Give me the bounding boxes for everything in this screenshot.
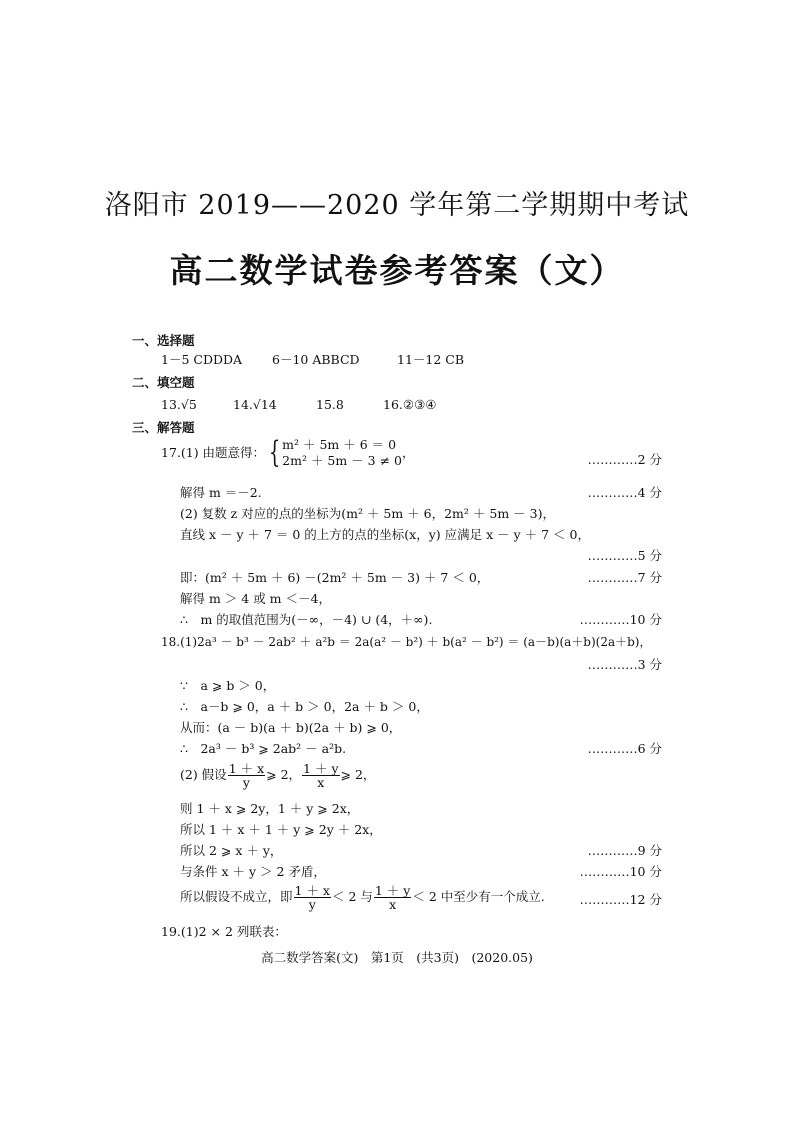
q18-conclusion-line — [180, 884, 545, 911]
q17-points-4: …………4 分 — [587, 485, 662, 500]
q17-line-2: 解得 m ＝－2. — [180, 485, 262, 500]
q17-system-line — [161, 437, 415, 470]
q18-line-3: ∴ a－b ⩾ 0，a ＋ b ＞ 0，2a ＋ b ＞ 0， — [180, 699, 429, 714]
brace-symbol: { — [268, 435, 281, 471]
q18-points-3: …………3 分 — [587, 657, 662, 672]
q18-line-4: 从而：(a － b)(a ＋ b)(2a ＋ b) ⩾ 0， — [180, 720, 402, 735]
fraction-numerator: 1 ＋ x — [228, 761, 265, 776]
section-heading-solve: 三、解答题 — [132, 420, 195, 435]
q18-assumption-prefix: (2) 假设 — [180, 767, 227, 783]
section-heading-fill: 二、填空题 — [132, 375, 195, 390]
fraction-denominator: y — [308, 897, 316, 913]
q17-line-7: ∴ m 的取值范围为(－∞，－4) ∪ (4，＋∞). — [180, 612, 433, 627]
q18-line-1: 18.(1)2a³ － b³ － 2ab² ＋ a²b ＝ 2a(a² － b²) ＋ b(a² － b²) ＝ (a－b)(a＋b)(2a＋b)， — [161, 635, 652, 649]
q18-points-12: …………12 分 — [579, 892, 662, 907]
q17-points-7: …………7 分 — [587, 570, 662, 585]
fraction-1-plus-x-over-y — [228, 762, 265, 789]
q17-points-2: …………2 分 — [587, 452, 662, 467]
q18-line-10: 与条件 x ＋ y ＞ 2 矛盾， — [180, 864, 326, 879]
answer-key-title: 高二数学试卷参考答案（文） — [169, 251, 625, 290]
q18-assumption-end: ⩾ 2， — [340, 767, 376, 783]
q17-line-3: (2) 复数 z 对应的点的坐标为(m² ＋ 5m ＋ 6，2m² ＋ 5m － 3)， — [180, 506, 555, 521]
fraction-denominator: x — [317, 775, 325, 791]
fraction-1-plus-y-over-x — [374, 884, 411, 911]
q18-line-5: ∴ 2a³ － b³ ⩾ 2ab² － a²b. — [180, 741, 347, 756]
q17-points-10: …………10 分 — [579, 612, 662, 627]
page-footer: 高二数学答案(文) 第1页 (共3页) (2020.05) — [261, 950, 533, 965]
fraction-denominator: x — [389, 897, 397, 913]
q17-line-6: 解得 m ＞ 4 或 m ＜－4， — [180, 591, 331, 606]
q17-line-4: 直线 x － y ＋ 7 ＝ 0 的上方的点的坐标(x，y) 应满足 x － y ＋ 7 ＜ 0， — [180, 527, 590, 542]
q18-line-9: 所以 2 ⩾ x ＋ y， — [180, 843, 283, 858]
q18-assumption-mid: ⩾ 2， — [266, 767, 302, 783]
section-heading-choice: 一、选择题 — [132, 333, 195, 348]
fraction-numerator: 1 ＋ y — [374, 883, 411, 898]
q18-points-6: …………6 分 — [587, 741, 662, 756]
q17-line-5: 即：(m² ＋ 5m ＋ 6) －(2m² ＋ 5m － 3) ＋ 7 ＜ 0， — [180, 570, 490, 585]
fraction-1-plus-y-over-x — [302, 762, 339, 789]
q18-conclusion-prefix: 所以假设不成立，即 — [180, 889, 293, 905]
q17-equation-system — [282, 437, 402, 470]
q17-prefix: 17.(1) 由题意得： — [161, 444, 266, 460]
fill-answer-15: 15.8 — [316, 397, 344, 412]
choice-answers-1: 1－5 CDDDA — [161, 352, 243, 367]
exam-title: 洛阳市 2019——2020 学年第二学期期中考试 — [104, 190, 690, 221]
q17-equation-2: 2m² ＋ 5m － 3 ≠ 0 — [282, 453, 402, 469]
q19-line-1: 19.(1)2 × 2 列联表： — [161, 924, 287, 939]
fill-answer-13: 13.√5 — [161, 397, 197, 412]
q18-points-9: …………9 分 — [587, 843, 662, 858]
q18-points-10: …………10 分 — [579, 864, 662, 879]
q17-points-5: …………5 分 — [587, 548, 662, 563]
q18-line-7: 则 1 ＋ x ⩾ 2y，1 ＋ y ⩾ 2x， — [180, 801, 360, 816]
q18-conclusion-end: ＜ 2 中至少有一个成立. — [412, 889, 545, 905]
q18-conclusion-mid: ＜ 2 与 — [331, 889, 373, 905]
fill-answer-16: 16.②③④ — [383, 397, 437, 412]
choice-answers-2: 6－10 ABBCD — [272, 352, 360, 367]
choice-answers-3: 11－12 CB — [397, 352, 465, 367]
q18-line-2: ∵ a ⩾ b ＞ 0， — [180, 678, 276, 693]
q17-system-end: ， — [402, 444, 415, 460]
q18-assumption-line — [180, 762, 375, 789]
q17-equation-1: m² ＋ 5m ＋ 6 ＝ 0 — [282, 437, 397, 452]
fraction-denominator: y — [242, 775, 250, 791]
q18-line-8: 所以 1 ＋ x ＋ 1 ＋ y ⩾ 2y ＋ 2x， — [180, 822, 382, 837]
fraction-numerator: 1 ＋ y — [303, 761, 339, 776]
fraction-numerator: 1 ＋ x — [294, 883, 330, 898]
fill-answer-14: 14.√14 — [233, 397, 277, 412]
fraction-1-plus-x-over-y — [294, 884, 331, 911]
